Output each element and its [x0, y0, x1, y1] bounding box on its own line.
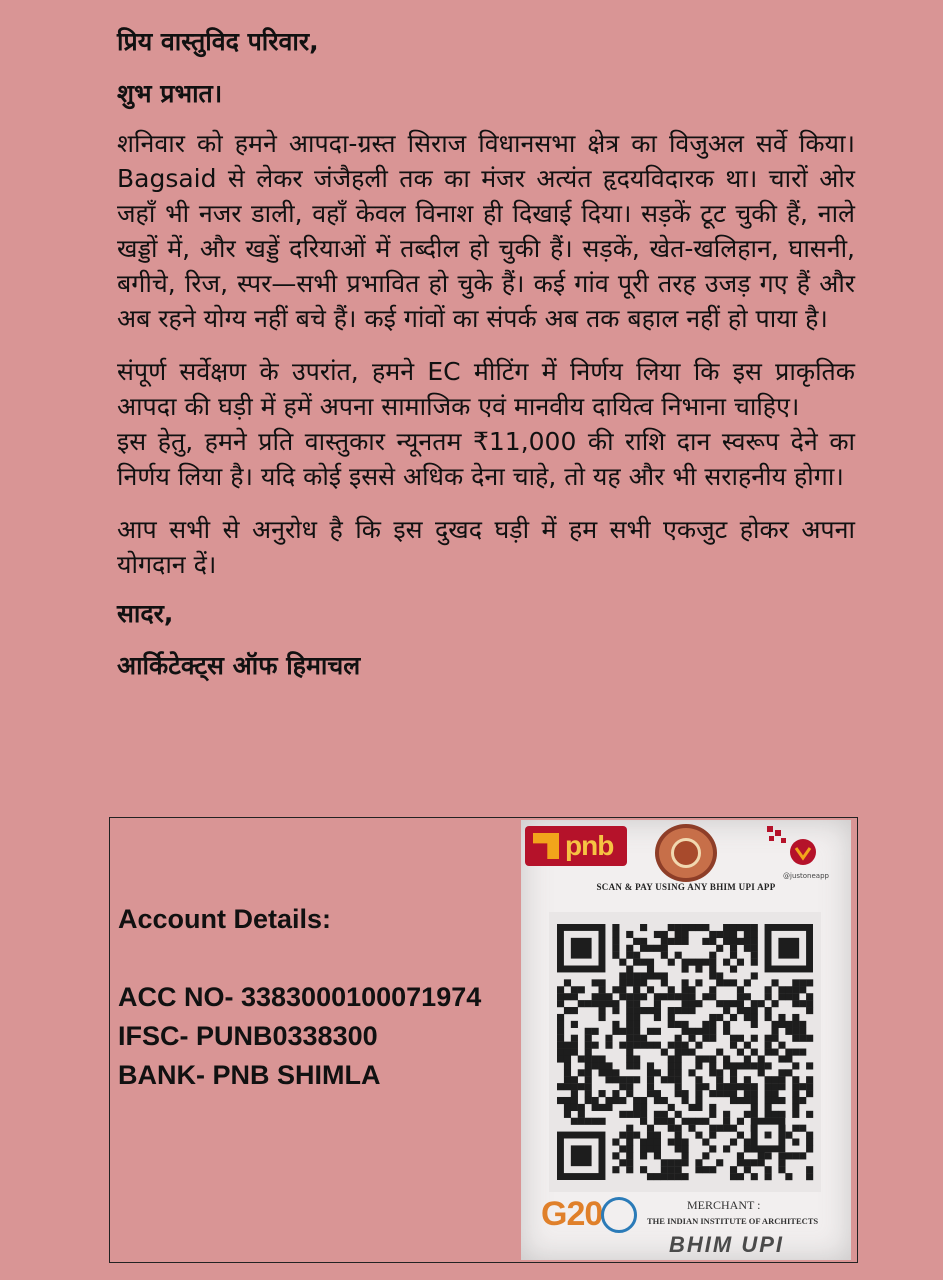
letter: [117, 22, 855, 686]
merchant-label: MERCHANT :: [687, 1198, 761, 1212]
bank-seal-icon: [655, 824, 717, 882]
bank-name: BANK- PNB SHIMLA: [118, 1060, 381, 1090]
signature: आर्किटेक्ट्स ऑफ हिमाचल: [117, 651, 361, 680]
payment-details-box: [109, 817, 858, 1263]
pnb-logo-text: pnb: [565, 830, 614, 861]
account-number: ACC NO- 3383000100071974: [118, 982, 482, 1012]
oneapp-text: @justoneapp: [783, 872, 829, 880]
paragraph-appeal: आप सभी से अनुरोध है कि इस दुखद घड़ी में हम सभी एकजुट होकर अपना योगदान दें।: [117, 515, 855, 579]
paragraph-survey: शनिवार को हमने आपदा-ग्रस्त सिराज विधानसभा क्षेत्र का विजुअल सर्वे किया। Bagsaid से लेकर जंजैहली तक का मंजर अत्यंत हृदयविदारक था। चारों ओर जहाँ भी नजर डाली, वहाँ केवल विनाश ही दिखाई दिया। सड़कें टूट चुकी हैं, नाले खड्डों में, और खड्डें दरियाओं में तब्दील हो चुकी हैं। सड़कें, खेत-खलिहान, घासनी, बगीचे, रिज, स्पर—सभी प्रभावित हो चुके हैं। कई गांव पूरी तरह उजड़ गए हैं और अब रहने योग्य नहीं बचे हैं। कई गांवों का संपर्क अब तक बहाल नहीं हो पाया है।: [117, 129, 855, 333]
account-details: [118, 900, 481, 1095]
closing: सादर,: [117, 599, 174, 628]
bhim-upi-logo: BHIM UPI: [669, 1232, 784, 1257]
oneapp-logo-icon: [765, 824, 821, 872]
paragraph-decision: संपूर्ण सर्वेक्षण के उपरांत, हमने EC मीटिंग में निर्णय लिया कि इस प्राकृतिक आपदा की घड़ी में हमें अपना सामाजिक एवं मानवीय दायित्व निभाना चाहिए।: [117, 357, 855, 421]
upi-qr-code: [549, 912, 821, 1192]
greeting: शुभ प्रभात।: [117, 79, 223, 108]
merchant-name: THE INDIAN INSTITUTE OF ARCHITECTS: [647, 1216, 819, 1226]
scan-instruction: SCAN & PAY USING ANY BHIM UPI APP: [596, 882, 776, 892]
ifsc-code: IFSC- PUNB0338300: [118, 1021, 378, 1051]
salutation: प्रिय वास्तुविद परिवार,: [117, 27, 319, 56]
paragraph-donation: इस हेतु, हमने प्रति वास्तुकार न्यूनतम ₹11,000 की राशि दान स्वरूप देने का निर्णय लिया है। यदि कोई इससे अधिक देना चाहे, तो यह और भी सराहनीय होगा।: [117, 427, 855, 491]
g20-text: G20: [541, 1195, 603, 1233]
qr-payment-card: [521, 820, 851, 1260]
g20-logo: [541, 1195, 641, 1239]
account-heading: Account Details:: [118, 904, 332, 934]
globe-icon: [601, 1197, 637, 1233]
pnb-logo: [525, 826, 627, 866]
